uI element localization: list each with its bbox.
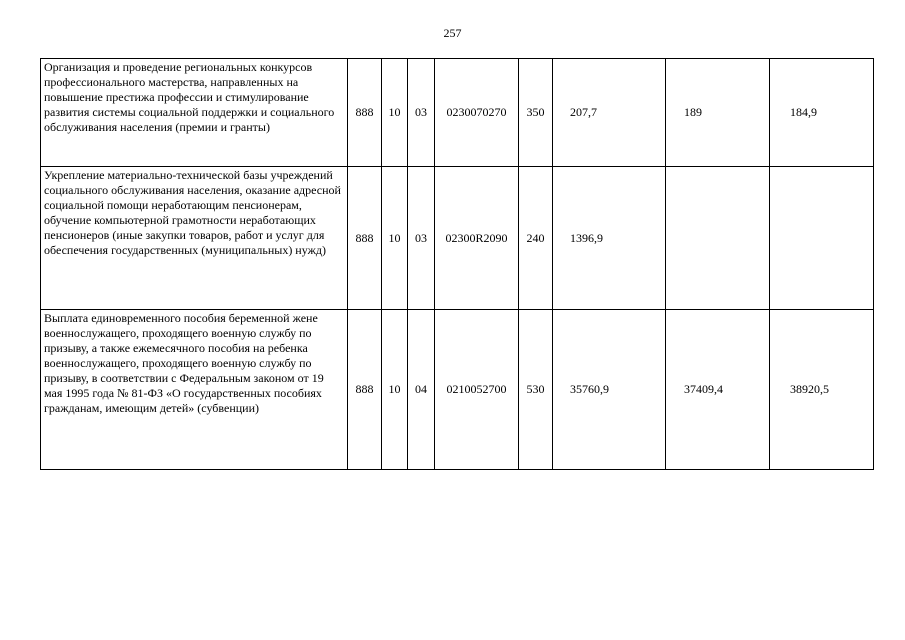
- amount-year-2: [666, 167, 770, 310]
- amount-year-1: 207,7: [553, 59, 666, 167]
- page-number: 257: [443, 26, 462, 40]
- expense-type-code: 350: [519, 59, 553, 167]
- amount-year-3: [770, 167, 874, 310]
- table-row: [41, 167, 874, 310]
- target-article-code: 0230070270: [435, 59, 519, 167]
- row-description: Укрепление материально-технической базы учреждений социального обслуживания населения, оказание адресной социальной помощи неработающим пенсионерам, обучение компьютерной грамотности неработающих пенсионеров (иные закупки товаров, работ и услуг для обеспечения государственных (муниципальных) нужд): [41, 167, 348, 310]
- amount-year-1: 1396,9: [553, 167, 666, 310]
- ministry-code: 888: [348, 59, 382, 167]
- subsection-code: 04: [408, 310, 435, 470]
- section-code: 10: [382, 167, 408, 310]
- amount-year-1: 35760,9: [553, 310, 666, 470]
- table-row: [41, 59, 874, 167]
- amount-year-2: 37409,4: [666, 310, 770, 470]
- amount-year-3: 38920,5: [770, 310, 874, 470]
- target-article-code: 0210052700: [435, 310, 519, 470]
- target-article-code: 02300R2090: [435, 167, 519, 310]
- subsection-code: 03: [408, 167, 435, 310]
- budget-table: [40, 58, 874, 470]
- expense-type-code: 530: [519, 310, 553, 470]
- row-description: Организация и проведение региональных конкурсов профессионального мастерства, направленных на повышение престижа профессии и стимулирование развития системы социальной поддержки и социального обслуживания населения (премии и гранты): [41, 59, 348, 167]
- ministry-code: 888: [348, 167, 382, 310]
- section-code: 10: [382, 59, 408, 167]
- subsection-code: 03: [408, 59, 435, 167]
- amount-year-2: 189: [666, 59, 770, 167]
- ministry-code: 888: [348, 310, 382, 470]
- table-row: [41, 310, 874, 470]
- row-description: Выплата единовременного пособия беременной жене военнослужащего, проходящего военную службу по призыву, а также ежемесячного пособия на ребенка военнослужащего, проходящего военную службу по призыву, в соответствии с Федеральным законом от 19 мая 1995 года № 81-ФЗ «О государственных пособиях гражданам, имеющим детей» (субвенции): [41, 310, 348, 470]
- expense-type-code: 240: [519, 167, 553, 310]
- amount-year-3: 184,9: [770, 59, 874, 167]
- section-code: 10: [382, 310, 408, 470]
